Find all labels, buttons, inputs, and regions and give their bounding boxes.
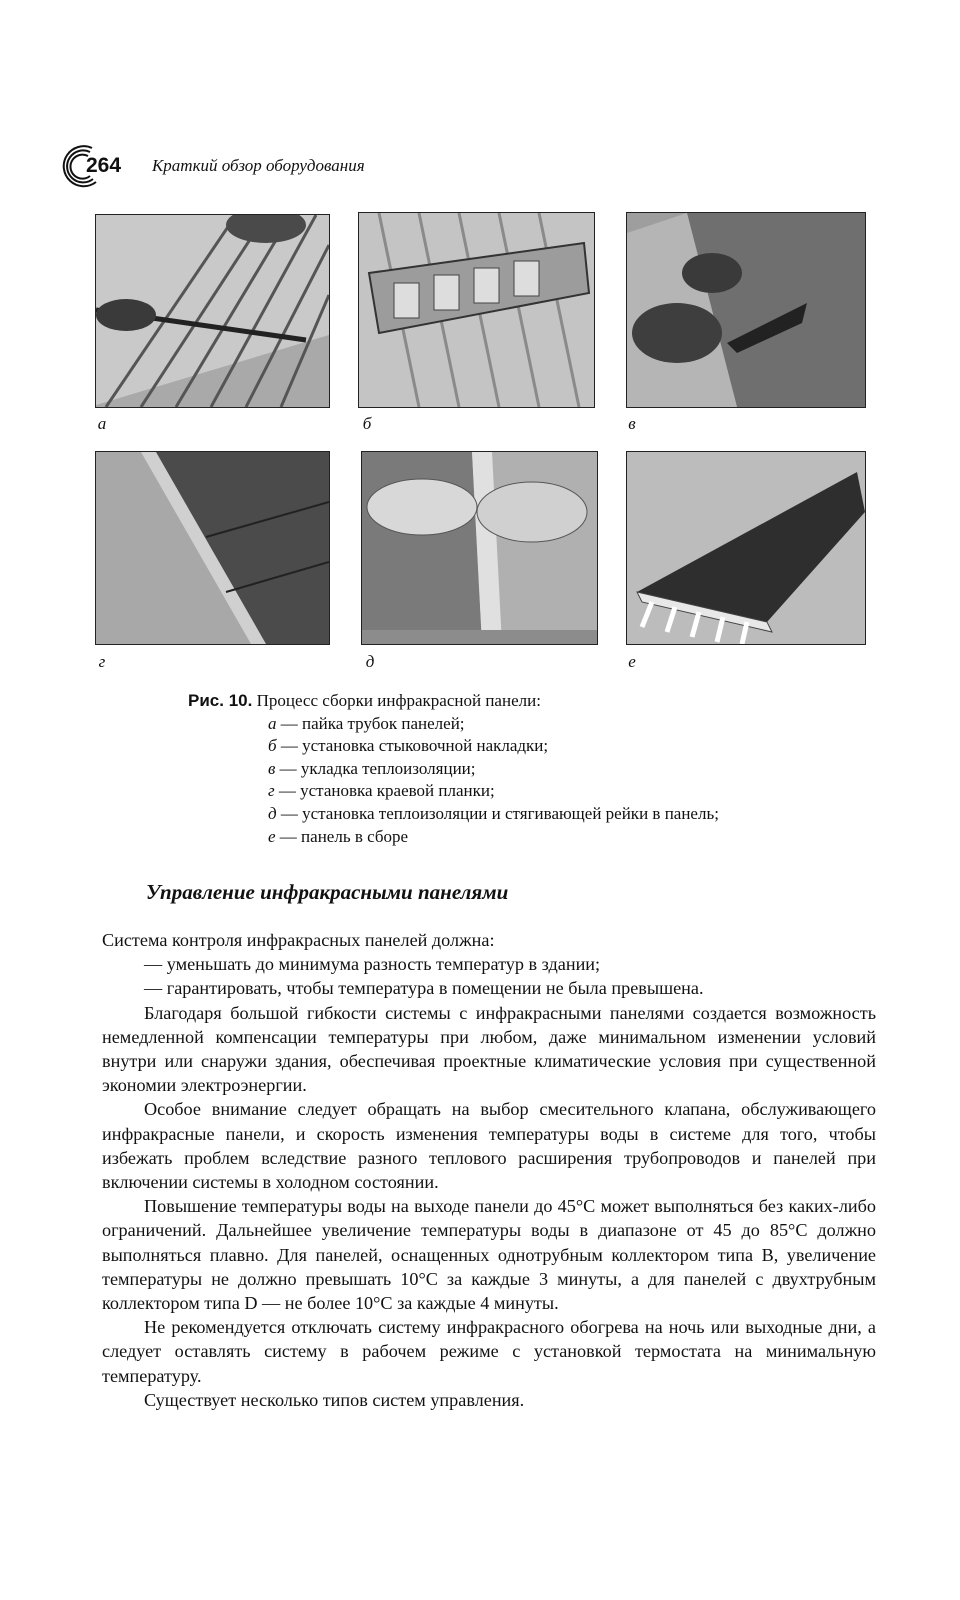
paragraph: Существует несколько типов систем управления.: [144, 1389, 525, 1410]
photo-e: [361, 451, 598, 645]
body-text: [102, 928, 876, 1412]
solder-tubes-photo-icon: [96, 215, 329, 407]
photo-b: [358, 212, 595, 408]
photo-label-e: д: [365, 652, 375, 671]
paragraph: Особое внимание следует обращать на выбор смесительного клапана, обслуживающего инфракрасные панели, и скорость изменения температуры воды в системе для того, чтобы избежать проблем вследствие разного теплового расширения трубопроводов и панелей при включении системы в холодном состоянии.: [102, 1099, 876, 1193]
caption-item: а — пайка трубок панелей;: [268, 713, 465, 733]
photo-c: [626, 212, 866, 408]
edge-strip-photo-icon: [96, 452, 329, 644]
caption-item: г — установка краевой планки;: [268, 781, 495, 801]
photo-label-d: г: [98, 652, 106, 671]
running-title: Краткий обзор оборудования: [152, 156, 365, 175]
list-item: — гарантировать, чтобы температура в помещении не была превышена.: [144, 978, 704, 999]
list-item: — уменьшать до минимума разность температур в здании;: [144, 954, 601, 975]
photo-d: [95, 451, 330, 645]
photo-label-a: а: [97, 414, 107, 433]
photo-f: [626, 451, 866, 645]
joint-plate-photo-icon: [359, 213, 594, 407]
caption-title: Процесс сборки инфракрасной панели:: [256, 691, 541, 710]
caption-items: [268, 713, 719, 849]
caption-prefix: Рис. 10.: [188, 691, 253, 710]
page-number: 264: [86, 154, 122, 177]
photo-label-c: в: [628, 414, 636, 433]
caption-item: д — установка теплоизоляции и стягивающей рейки в панель;: [268, 803, 719, 823]
paragraph: Система контроля инфракрасных панелей должна:: [102, 930, 495, 950]
figure-caption: [188, 690, 719, 848]
assembled-panel-photo-icon: [627, 452, 865, 644]
caption-item: е — панель в сборе: [268, 826, 409, 846]
tension-rail-photo-icon: [362, 452, 597, 644]
paragraph: Не рекомендуется отключать систему инфракрасного обогрева на ночь или выходные дни, а следует оставлять систему в рабочем режиме с установкой термостата на минимальную температуру.: [102, 1317, 876, 1386]
photo-a: [95, 214, 330, 408]
caption-item: в — укладка теплоизоляции;: [268, 758, 476, 778]
section-title: Управление инфракрасными панелями: [146, 880, 509, 904]
photo-label-b: б: [362, 414, 372, 433]
paragraph: Повышение температуры воды на выходе панели до 45°С может выполняться без каких-либо ограничений. Дальнейшее увеличение температуры воды в диапазоне от 45 до 85°С должно выполняться плавно. Для панелей, оснащенных однотрубным коллектором типа В, увеличение температуры не должно превышать 10°С за каждые 3 минуты, а для панелей с двухтрубным коллектором типа D — не более 10°С за каждые 4 минуты.: [102, 1196, 876, 1314]
page-header: [62, 142, 482, 192]
photo-label-f: е: [628, 652, 636, 671]
paragraph: Благодаря большой гибкости системы с инфракрасными панелями создается возможность немедленной компенсации температуры при любом, даже минимальном изменении условий внутри или снаружи здания, обеспечивая проектные климатические условия при существенной экономии электроэнергии.: [102, 1002, 876, 1096]
caption-item: б — установка стыковочной накладки;: [268, 736, 549, 756]
insulation-laying-photo-icon: [627, 213, 865, 407]
